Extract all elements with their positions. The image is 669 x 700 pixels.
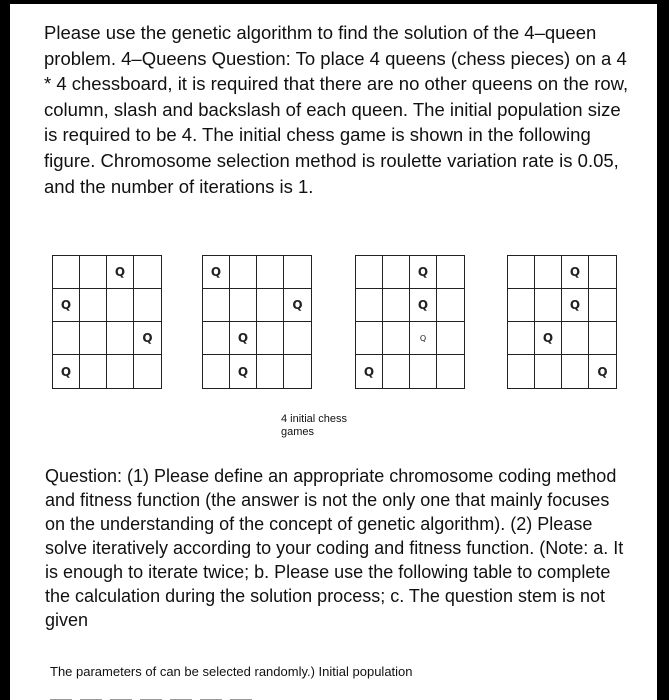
board-cell [257,289,284,322]
board-cell [107,322,134,355]
board-cell [508,289,535,322]
board-cell [107,289,134,322]
figure-caption: 4 initial chess games [281,413,348,438]
queen-piece: Q [417,298,429,312]
queen-piece: Q [142,331,153,345]
board-cell [356,256,383,289]
queen-piece: Q [210,265,222,279]
queen-piece: Q [237,331,249,345]
board-cell [410,355,437,388]
queen-piece: Q [597,364,608,379]
intro-paragraph: Please use the genetic algorithm to find the solution of the 4–queen problem. 4–Queens Question: To place 4 queens (chess pieces) on a 4 * 4 chessboard, it is required that there are no other queens on the row, column, slash and backslash of each queen. The initial population size is required to be 4. The initial chess game is shown in the following figure. Chromosome selection method is roulette variation rate is 0.05, and the number of iterations is 1. [44,22,629,197]
board-cell [107,355,134,388]
board-cell [437,289,464,322]
board-cell [257,256,284,289]
cropped-text-line [50,690,310,700]
board-cell [383,256,410,289]
board-cell [562,355,589,388]
board-cell [203,289,230,322]
board-cell [589,355,616,388]
board-cell [437,355,464,388]
board-cell [383,289,410,322]
board-cell [562,256,589,289]
board-cell [508,355,535,388]
board-cell [562,289,589,322]
board-cell [134,256,161,289]
board-cell [508,322,535,355]
board-cell [589,289,616,322]
board-cell [203,355,230,388]
board-cell [80,256,107,289]
board-cell [437,322,464,355]
queen-piece: Q [363,364,375,379]
board-cell [356,322,383,355]
board-cell [80,355,107,388]
board-cell [410,322,437,355]
chessboard-2 [202,255,312,389]
board-cell [508,256,535,289]
board-cell [284,322,311,355]
chessboard-3 [355,255,465,389]
queen-piece: Q [542,331,554,345]
board-cell [535,355,562,388]
board-cell [535,322,562,355]
queen-piece: Q [419,333,427,343]
board-cell [589,322,616,355]
queen-piece: Q [569,298,581,312]
queen-piece: Q [60,364,72,379]
board-cell [410,256,437,289]
queen-piece: Q [114,265,126,279]
chessboard-1 [52,255,162,389]
board-cell [410,289,437,322]
board-cell [107,256,134,289]
board-cell [53,256,80,289]
question-paragraph: Question: (1) Please define an appropriate chromosome coding method and fitness function (the answer is not the only one that mainly focuses on the understanding of the concept of genetic algorithm). (2) Please solve iteratively according to your coding and fitness function. (Note: a. It is enough to iterate twice; b. Please use the following table to complete the calculation during the solution process; c. The question stem is not given [45,466,624,630]
board-cell [134,355,161,388]
board-cell [230,322,257,355]
queen-piece: Q [417,265,429,279]
board-cell [80,322,107,355]
queen-piece: Q [60,298,72,312]
board-cell [230,289,257,322]
board-cell [134,289,161,322]
board-cell [257,322,284,355]
board-cell [535,256,562,289]
board-cell [437,256,464,289]
board-cell [80,289,107,322]
chessboard-4 [507,255,617,389]
board-cell [383,322,410,355]
board-cell [356,355,383,388]
queen-piece: Q [237,364,249,379]
board-cell [203,322,230,355]
board-cell [284,355,311,388]
board-cell [356,289,383,322]
board-cell [134,322,161,355]
board-cell [230,355,257,388]
board-cell [230,256,257,289]
queen-piece: Q [292,298,303,312]
board-cell [284,256,311,289]
board-cell [589,256,616,289]
board-cell [53,322,80,355]
footer-text: The parameters of can be selected randomly.) Initial population [50,664,413,679]
queen-piece: Q [569,265,581,279]
board-cell [53,355,80,388]
board-cell [203,256,230,289]
board-cell [53,289,80,322]
board-cell [383,355,410,388]
board-cell [284,289,311,322]
board-cell [535,289,562,322]
board-cell [257,355,284,388]
board-cell [562,322,589,355]
